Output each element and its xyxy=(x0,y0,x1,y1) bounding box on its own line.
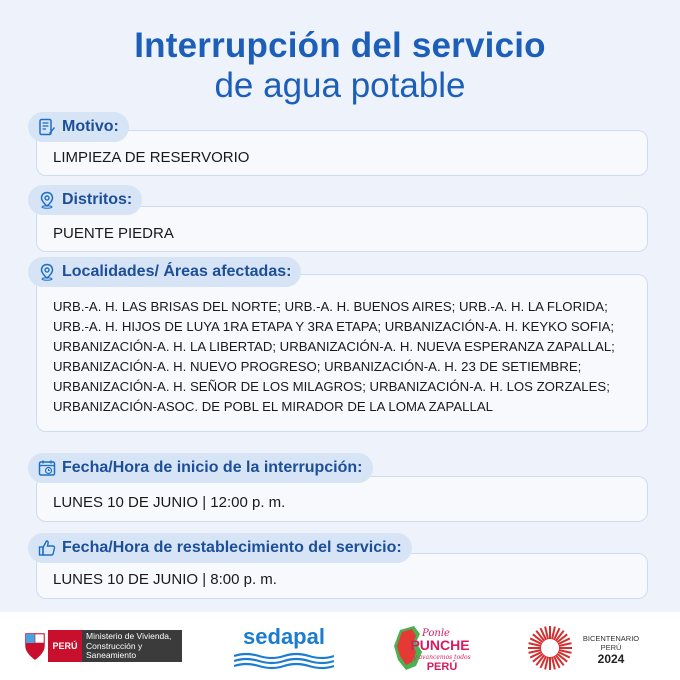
bicentenario-logo xyxy=(526,620,656,676)
localidades-line: URB.-A. H. HIJOS DE LUYA 1RA ETAPA Y 3RA ETAPA; URBANIZACIÓN-A. H. KEYKO SOFIA; xyxy=(53,319,615,334)
water-waves-icon xyxy=(234,652,334,670)
bicentenario-line2: PERÚ xyxy=(600,643,622,652)
page-title: Interrupción del servicio xyxy=(134,26,546,65)
punche-line4: PERÚ xyxy=(426,661,458,673)
punche-line1: Ponle xyxy=(422,628,450,639)
inicio-label-text: Fecha/Hora de inicio de la interrupción: xyxy=(62,459,363,476)
thumbs-up-icon xyxy=(38,539,56,557)
sedapal-logo xyxy=(232,624,336,670)
localidades-line: URBANIZACIÓN-A. H. LA LIBERTAD; URBANIZACIÓN-A. H. NUEVA ESPERANZA ZAPALLAL; xyxy=(53,339,615,354)
restablecimiento-label xyxy=(28,533,412,563)
ponle-punche-logo xyxy=(386,622,476,674)
document-edit-icon xyxy=(38,118,56,136)
localidades-list xyxy=(53,297,635,417)
inicio-label xyxy=(28,453,373,483)
calendar-icon xyxy=(38,459,56,477)
bicentenario-sunburst-icon xyxy=(526,624,574,672)
restablecimiento-value: LUNES 10 DE JUNIO | 8:00 p. m. xyxy=(53,571,277,588)
page-subtitle: de agua potable xyxy=(214,66,466,105)
motivo-label-text: Motivo: xyxy=(62,118,119,135)
motivo-value: LIMPIEZA DE RESERVORIO xyxy=(53,149,250,166)
inicio-value: LUNES 10 DE JUNIO | 12:00 p. m. xyxy=(53,494,286,511)
sedapal-name: sedapal xyxy=(243,624,325,649)
punche-line2: PUNCHE xyxy=(410,637,470,653)
bicentenario-text xyxy=(576,634,646,652)
peru-flag-label: PERÚ xyxy=(48,630,82,662)
restablecimiento-label-text: Fecha/Hora de restablecimiento del servicio: xyxy=(62,539,402,556)
ministerio-name: Ministerio de Vivienda, Construcción y Saneamiento xyxy=(82,630,182,662)
location-pin-icon xyxy=(38,263,56,281)
distritos-label-text: Distritos: xyxy=(62,191,133,208)
bicentenario-line1: BICENTENARIO xyxy=(582,634,640,643)
peru-shield-icon xyxy=(22,630,48,662)
bicentenario-year: 2024 xyxy=(597,652,625,666)
localidades-line: URBANIZACIÓN-ASOC. DE POBL EL MIRADOR DE LA LOMA ZAPALLAL xyxy=(53,399,493,414)
ministerio-logo xyxy=(22,630,182,662)
footer-logos xyxy=(0,612,680,680)
location-pin-icon xyxy=(38,191,56,209)
localidades-line: URBANIZACIÓN-A. H. SEÑOR DE LOS MILAGROS; URBANIZACIÓN-A. H. LOS ZORZALES; xyxy=(53,379,610,394)
localidades-label-text: Localidades/ Áreas afectadas: xyxy=(62,263,292,280)
distritos-label xyxy=(28,185,142,215)
localidades-box xyxy=(36,274,648,432)
motivo-label xyxy=(28,112,129,142)
punche-line3: y avancemos todos xyxy=(413,654,471,661)
localidades-label xyxy=(28,257,301,287)
localidades-line: URBANIZACIÓN-A. H. NUEVO PROGRESO; URBANIZACIÓN-A. H. 23 DE SETIEMBRE; xyxy=(53,359,582,374)
distritos-value: PUENTE PIEDRA xyxy=(53,225,174,242)
motivo-box xyxy=(36,130,648,176)
localidades-line: URB.-A. H. LAS BRISAS DEL NORTE; URB.-A. H. BUENOS AIRES; URB.-A. H. LA FLORIDA; xyxy=(53,299,608,314)
